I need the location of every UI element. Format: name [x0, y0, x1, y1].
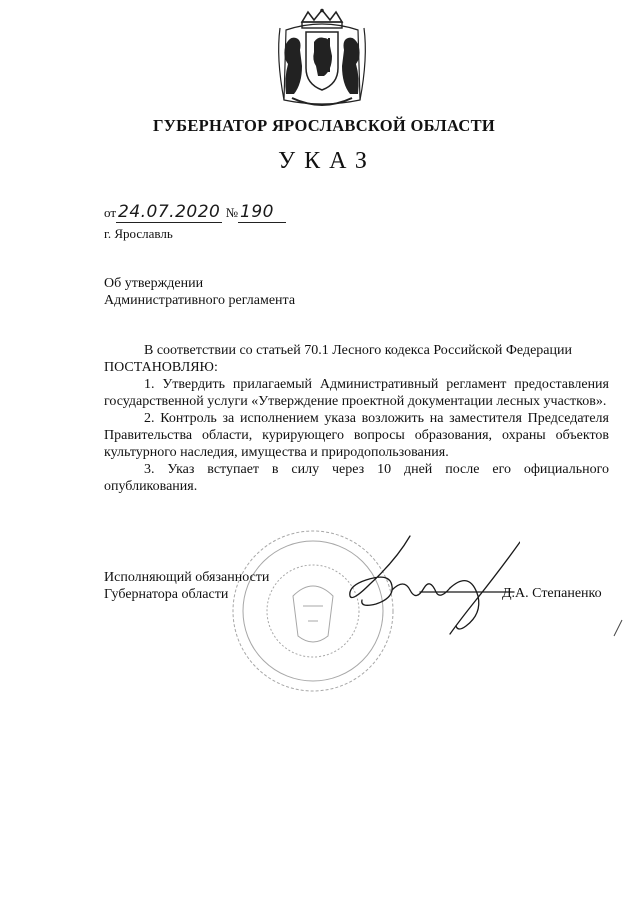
city: г. Ярославль — [104, 226, 173, 241]
signatory-name: Д.А. Степаненко — [502, 586, 602, 601]
document-number: 190 — [240, 202, 274, 222]
document-type: УКАЗ — [278, 148, 376, 174]
clause-2: 2. Контроль за исполнением указа возложить на заместителя Председателя Правительства области, курирующего вопросы образования, охраны объектов культурного наследия, имущества и природопользования. — [104, 411, 609, 460]
signatory-title — [104, 569, 269, 603]
preamble: В соответствии со статьей 70.1 Лесного кодекса Российской Федерации — [144, 343, 572, 358]
subject-line: Административного регламента — [104, 293, 296, 308]
pen-mark-icon — [612, 618, 624, 638]
signatory-title-line: Губернатора области — [104, 587, 229, 602]
dateline — [104, 202, 286, 226]
clause-1: 1. Утвердить прилагаемый Административный регламент предоставления государственной услуги «Утверждение проектной документации лесных участков». — [104, 377, 609, 409]
decree-word: ПОСТАНОВЛЯЮ: — [104, 360, 218, 375]
date-value: 24.07.2020 — [118, 202, 221, 222]
number-prefix: № — [225, 205, 239, 220]
coat-of-arms-icon — [272, 8, 372, 112]
date-prefix: от — [104, 205, 117, 220]
document-subject — [104, 275, 295, 309]
signatory-title-line: Исполняющий обязанности — [104, 570, 270, 585]
subject-line: Об утверждении — [104, 276, 204, 291]
document-body — [104, 342, 609, 495]
clause-3: 3. Указ вступает в силу через 10 дней после его официального опубликования. — [104, 462, 609, 494]
issuing-authority: ГУБЕРНАТОР ЯРОСЛАВСКОЙ ОБЛАСТИ — [152, 116, 496, 135]
handwritten-signature-icon — [300, 530, 520, 640]
